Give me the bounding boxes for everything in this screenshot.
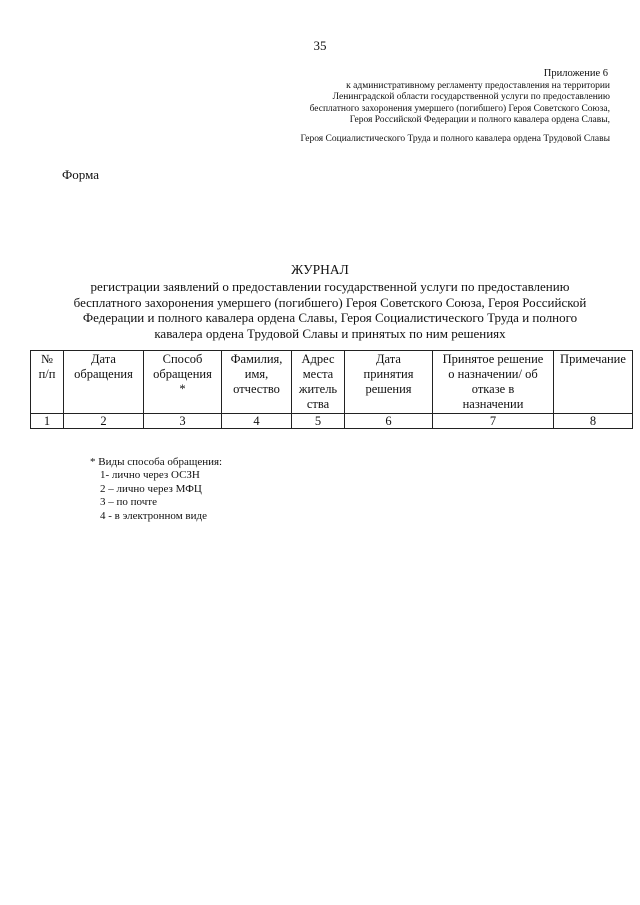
journal-subtitle-line: регистрации заявлений о предоставлении государственной услуги по предоставлению [90,279,570,294]
column-number-cell: 7 [433,414,554,429]
header-decision-date: Дата принятия решения [345,351,433,414]
header-address: Адрес места житель ства [292,351,345,414]
page-number: 35 [313,38,327,53]
journal-subtitle [40,279,620,341]
footnote-item: 2 – лично через МФЦ [100,482,202,495]
column-number-cell: 8 [554,414,633,429]
footnote-title: * Виды способа обращения: [90,456,223,468]
footnote-item: 3 – по почте [100,496,157,509]
header-request-method: Способ обращения * [144,351,222,414]
column-number-cell: 5 [292,414,345,429]
footnote-item: 1- лично через ОСЗН [100,469,200,482]
appendix-extra-line: Героя Социалистического Труда и полного кавалера ордена Трудовой Славы [300,133,610,144]
header-note: Примечание [554,351,633,414]
appendix-line: к административному регламенту предоставления на территории [346,80,610,91]
journal-subtitle-line: бесплатного захоронения умершего (погибшего) Героя Советского Союза, Героя Российской [73,294,587,310]
header-request-date: Дата обращения [64,351,144,414]
appendix-line: Ленинградской области государственной услуги по предоставлению [332,92,610,103]
table-row [31,414,633,429]
journal-title: ЖУРНАЛ [291,262,349,277]
journal-subtitle-line: Федерации и полного кавалера ордена Славы, Героя Социалистического Труда и полного [82,310,578,326]
appendix-title: Приложение 6 [543,68,608,79]
appendix-line: Героя Российской Федерации и полного кавалера ордена Славы, [349,115,610,126]
column-number-cell: 1 [31,414,64,429]
header-number: № п/п [31,351,64,414]
column-number-cell: 4 [222,414,292,429]
table-header-row [31,351,633,414]
footnote-item: 4 - в электронном виде [100,509,207,522]
footnote [90,456,222,523]
form-label: Форма [62,167,99,182]
appendix-note [250,68,610,146]
journal-table [30,350,633,429]
header-decision: Принятое решение о назначении/ об отказе в назначении [433,351,554,414]
column-number-cell: 6 [345,414,433,429]
column-number-cell: 2 [64,414,144,429]
header-full-name: Фамилия, имя, отчество [222,351,292,414]
journal-subtitle-line: кавалера ордена Трудовой Славы и принятых по ним решениях [154,325,506,341]
column-number-cell: 3 [144,414,222,429]
appendix-line: бесплатного захоронения умершего (погибшего) Героя Советского Союза, [309,103,610,114]
